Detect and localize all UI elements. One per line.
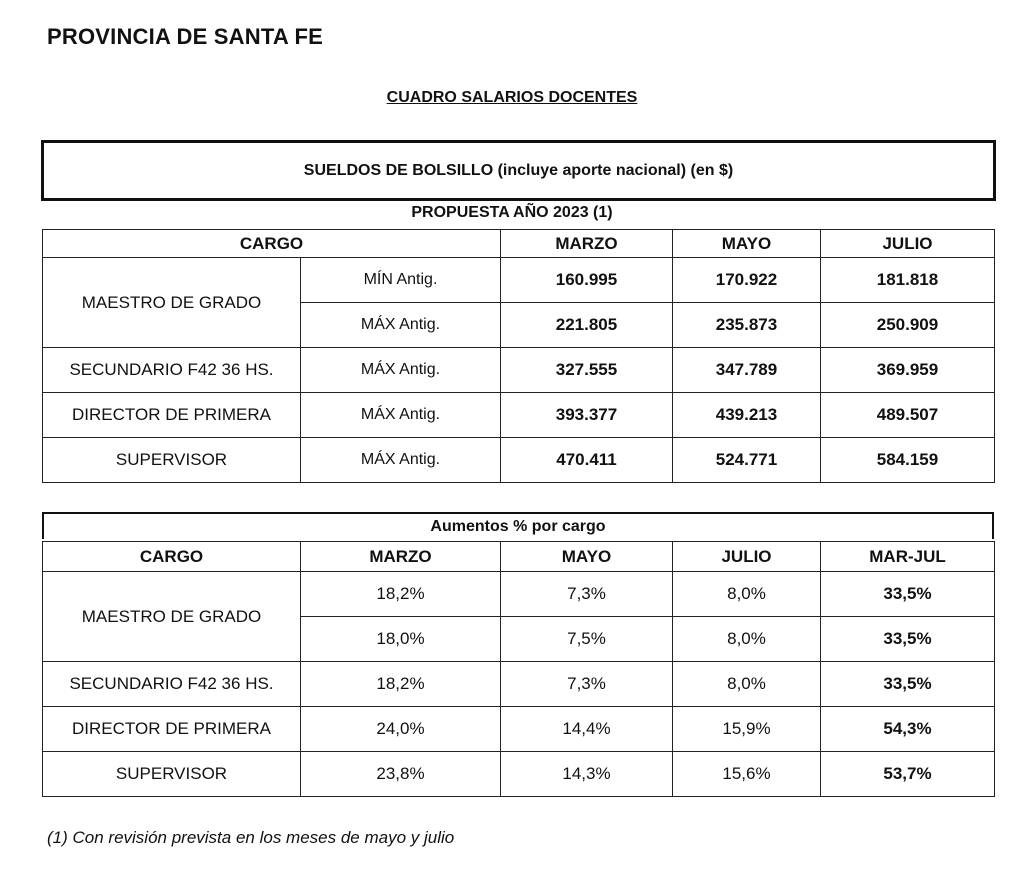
total-cell: 53,7% — [821, 752, 995, 797]
aumentos-header-row — [43, 542, 995, 572]
value-cell: 489.507 — [821, 393, 995, 438]
document-title: CUADRO SALARIOS DOCENTES — [386, 89, 638, 106]
cargo-cell: SUPERVISOR — [43, 752, 301, 797]
cargo-cell: DIRECTOR DE PRIMERA — [43, 707, 301, 752]
value-cell: 18,0% — [301, 617, 501, 662]
value-cell: 524.771 — [673, 438, 821, 483]
value-cell: 221.805 — [501, 303, 673, 348]
cargo-cell: SECUNDARIO F42 36 HS. — [43, 348, 301, 393]
value-cell: 14,3% — [501, 752, 673, 797]
table-row — [43, 752, 995, 797]
sueldos-table — [42, 229, 995, 483]
value-cell: 584.159 — [821, 438, 995, 483]
sueldos-header-row — [43, 230, 995, 258]
total-cell: 33,5% — [821, 617, 995, 662]
cargo-cell: SUPERVISOR — [43, 438, 301, 483]
sueldos-header-cargo: CARGO — [43, 230, 501, 258]
total-cell: 33,5% — [821, 662, 995, 707]
value-cell: 14,4% — [501, 707, 673, 752]
value-cell: 7,3% — [501, 572, 673, 617]
value-cell: 170.922 — [673, 258, 821, 303]
value-cell: 24,0% — [301, 707, 501, 752]
table-row — [43, 572, 995, 617]
sueldos-title: SUELDOS DE BOLSILLO (incluye aporte nacional) (en $) — [303, 161, 734, 179]
value-cell: 8,0% — [673, 617, 821, 662]
footnote: (1) Con revisión prevista en los meses de mayo y julio — [47, 828, 455, 847]
table-row — [43, 393, 995, 438]
table-row — [43, 707, 995, 752]
cargo-cell: DIRECTOR DE PRIMERA — [43, 393, 301, 438]
antiguedad-cell: MÍN Antig. — [301, 258, 501, 303]
value-cell: 235.873 — [673, 303, 821, 348]
value-cell: 327.555 — [501, 348, 673, 393]
value-cell: 8,0% — [673, 662, 821, 707]
value-cell: 7,5% — [501, 617, 673, 662]
total-cell: 54,3% — [821, 707, 995, 752]
value-cell: 369.959 — [821, 348, 995, 393]
aumentos-title: Aumentos % por cargo — [430, 517, 606, 535]
value-cell: 393.377 — [501, 393, 673, 438]
aumentos-title-box — [42, 512, 994, 539]
value-cell: 15,6% — [673, 752, 821, 797]
value-cell: 347.789 — [673, 348, 821, 393]
aumentos-header-marzo: MARZO — [301, 542, 501, 572]
value-cell: 470.411 — [501, 438, 673, 483]
table-row — [43, 348, 995, 393]
value-cell: 181.818 — [821, 258, 995, 303]
aumentos-header-cargo: CARGO — [43, 542, 301, 572]
cargo-cell: SECUNDARIO F42 36 HS. — [43, 662, 301, 707]
value-cell: 18,2% — [301, 662, 501, 707]
value-cell: 160.995 — [501, 258, 673, 303]
aumentos-header-julio: JULIO — [673, 542, 821, 572]
aumentos-header-mayo: MAYO — [501, 542, 673, 572]
antiguedad-cell: MÁX Antig. — [301, 393, 501, 438]
value-cell: 23,8% — [301, 752, 501, 797]
cargo-cell: MAESTRO DE GRADO — [43, 572, 301, 662]
aumentos-table — [42, 541, 995, 797]
value-cell: 439.213 — [673, 393, 821, 438]
sueldos-header-mayo: MAYO — [673, 230, 821, 258]
value-cell: 8,0% — [673, 572, 821, 617]
value-cell: 250.909 — [821, 303, 995, 348]
table-row — [43, 662, 995, 707]
sueldos-title-box — [41, 140, 996, 201]
cargo-cell: MAESTRO DE GRADO — [43, 258, 301, 348]
antiguedad-cell: MÁX Antig. — [301, 303, 501, 348]
antiguedad-cell: MÁX Antig. — [301, 348, 501, 393]
table-row — [43, 438, 995, 483]
value-cell: 15,9% — [673, 707, 821, 752]
sueldos-header-marzo: MARZO — [501, 230, 673, 258]
aumentos-header-mar-jul: MAR-JUL — [821, 542, 995, 572]
value-cell: 7,3% — [501, 662, 673, 707]
value-cell: 18,2% — [301, 572, 501, 617]
table-row — [43, 258, 995, 303]
total-cell: 33,5% — [821, 572, 995, 617]
sueldos-header-julio: JULIO — [821, 230, 995, 258]
antiguedad-cell: MÁX Antig. — [301, 438, 501, 483]
province-title: PROVINCIA DE SANTA FE — [47, 24, 323, 49]
propuesta-subtitle: PROPUESTA AÑO 2023 (1) — [411, 204, 613, 221]
